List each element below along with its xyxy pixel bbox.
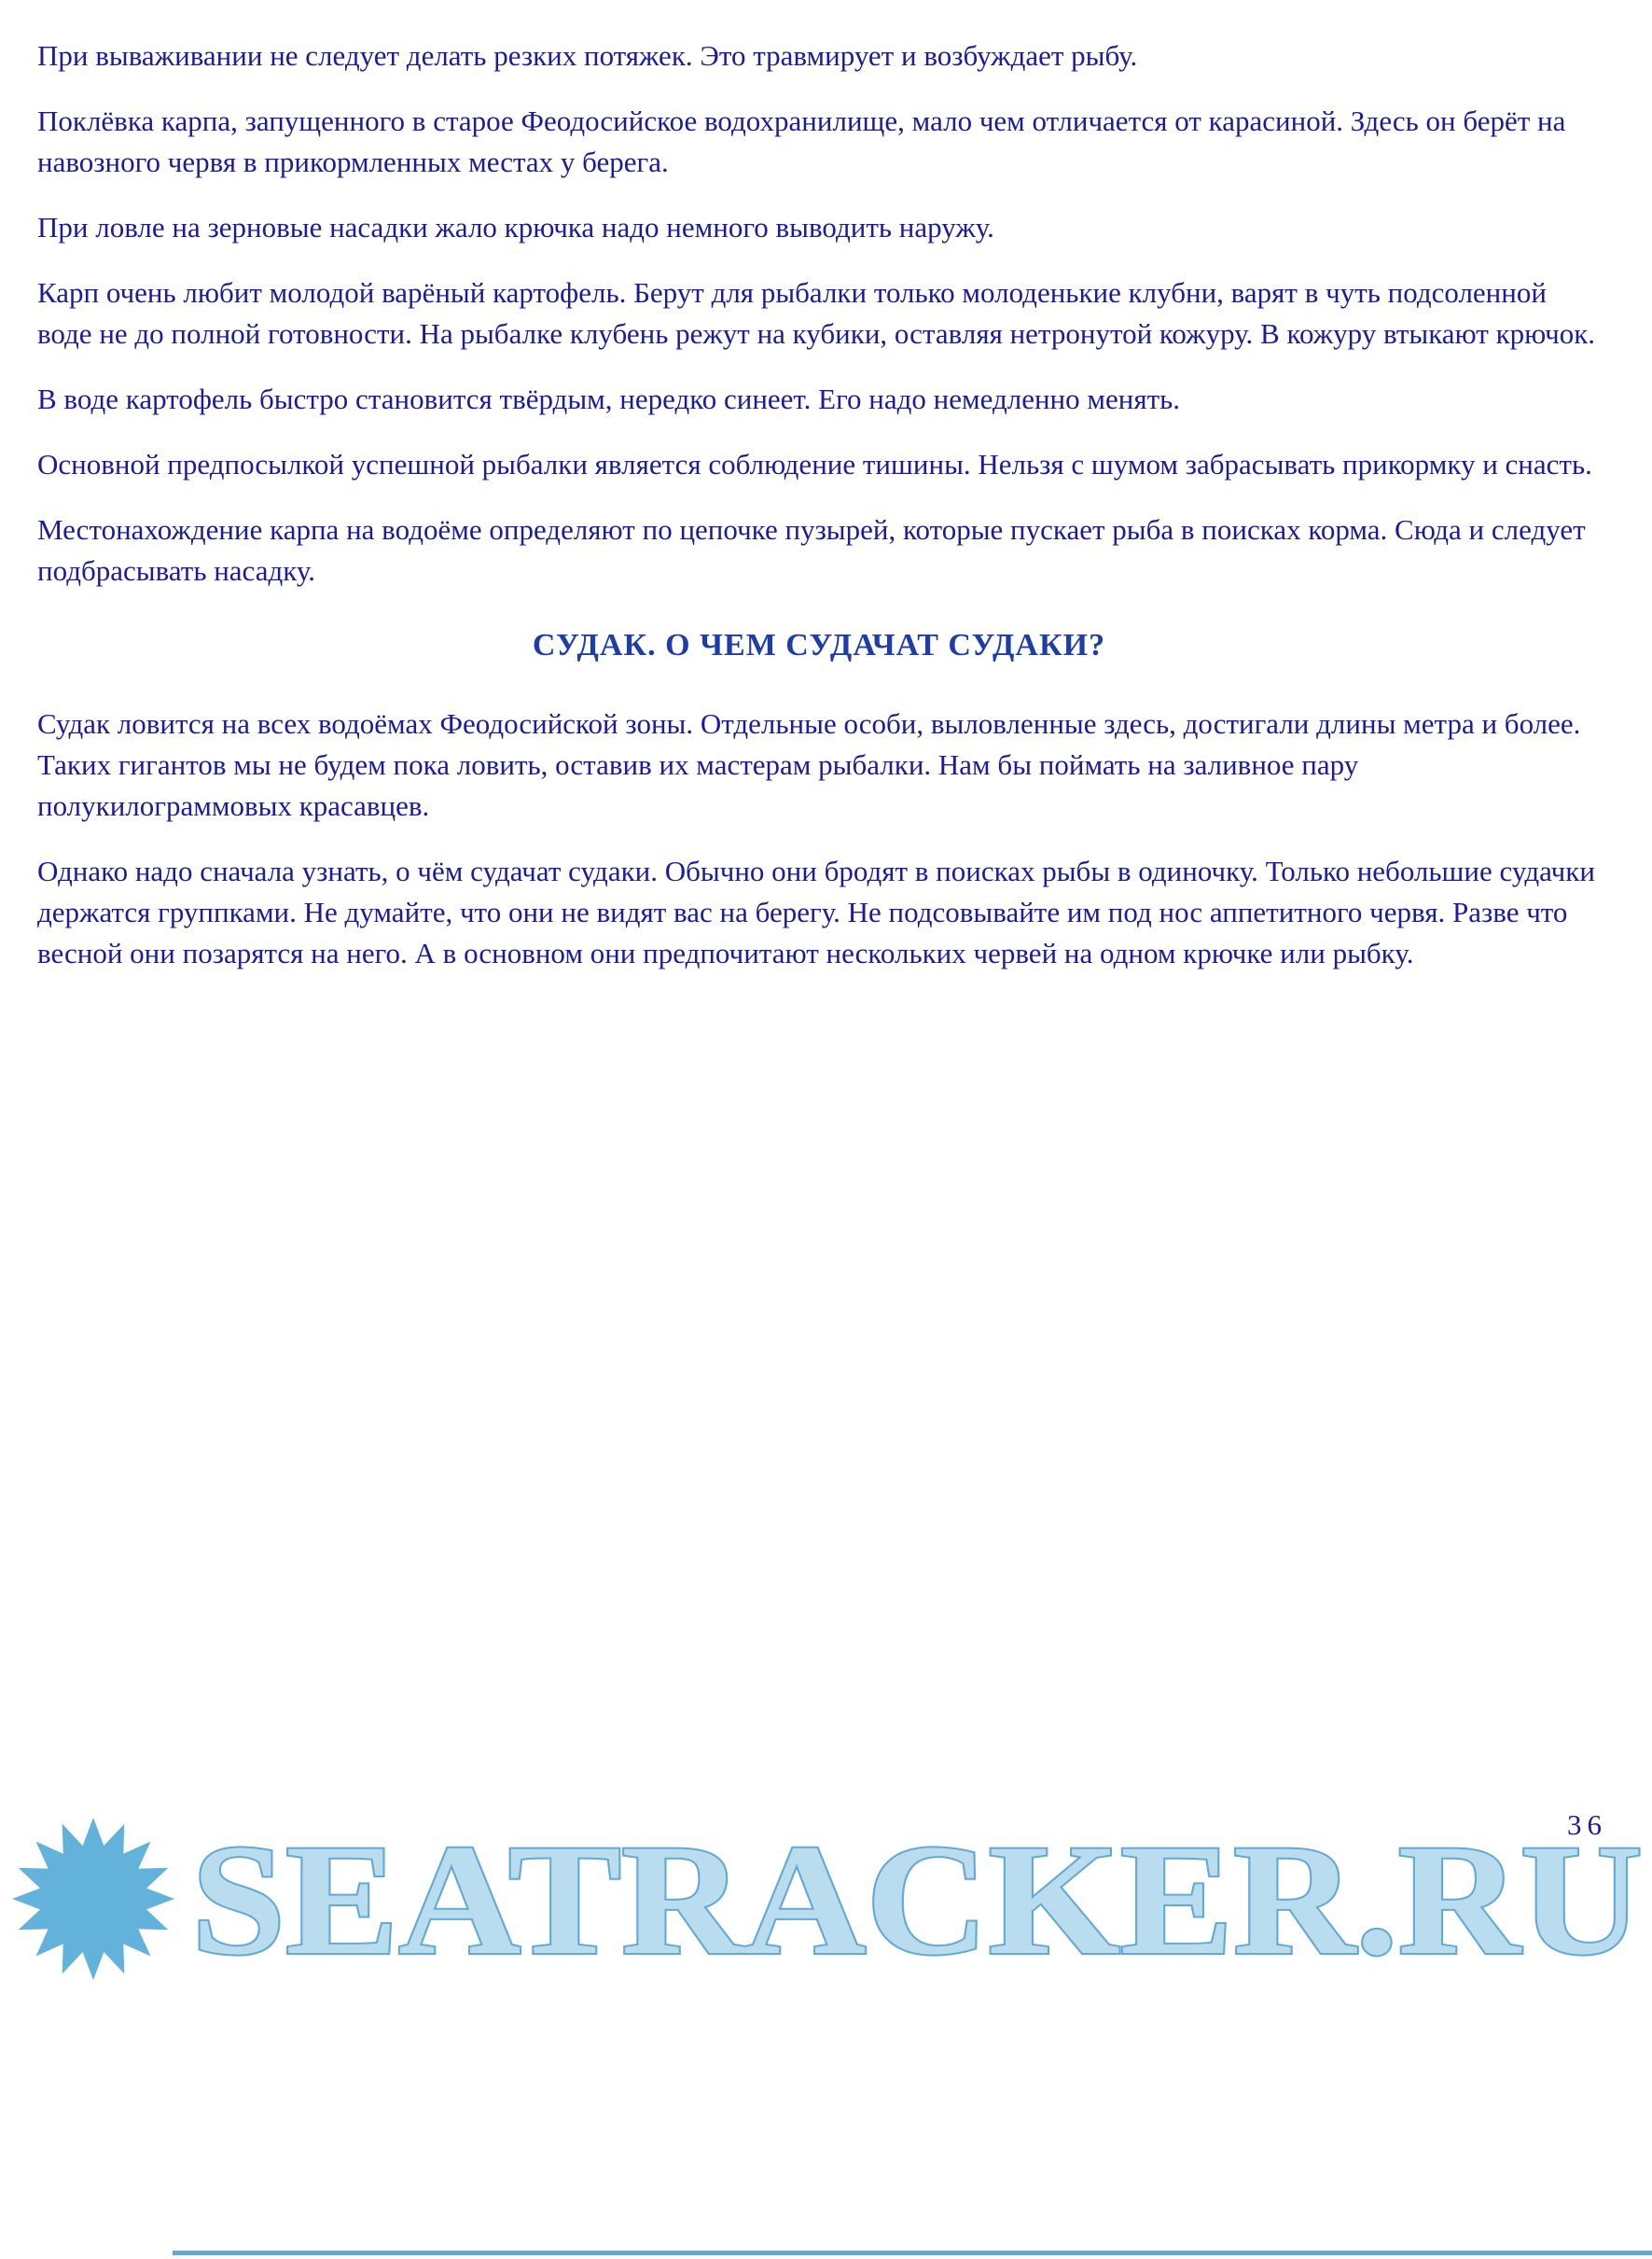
paragraph: При ловле на зерновые насадки жало крючка надо немного выводить наружу. [37,211,994,244]
page-number: 36 [1567,1808,1607,1841]
paragraph: Судак ловится на всех водоёмах Феодосийской зоны. Отдельные особи, выловленные здесь, достигали длины метра и более. Таких гигантов мы не будем пока ловить, оставив их мастерам рыбалки. Нам бы поймать на заливное пару полукилограммовых красавцев. [37,707,1581,822]
paragraph: Поклёвка карпа, запущенного в старое Феодосийское водохранилище, мало чем отличается от карасиной. Здесь он берёт на навозного червя в прикормленных местах у берега. [37,105,1566,178]
watermark-text: SEATRACKER.RU [191,1811,1643,1987]
paragraph: При вываживании не следует делать резких потяжек. Это травмирует и возбуждает рыбу. [37,39,1138,72]
paragraph: Основной предпосылкой успешной рыбалки является соблюдение тишины. Нельзя с шумом забрасывать прикормку и снасть. [37,448,1592,481]
watermark-text-graphic [187,1806,1652,1992]
paragraph: Однако надо сначала узнать, о чём судачат судаки. Обычно они бродят в поисках рыбы в одиночку. Только небольшие судачки держатся группками. Не думайте, что они не видят вас на берегу. Не подсовывайте им под нос аппетитного червя. Разве что весной они позарятся на него. А в основном они предпочитают нескольких червей на одном крючке или рыбку. [37,855,1595,969]
paragraph: Карп очень любит молодой варёный картофель. Берут для рыбалки только молоденькие клубни, варят в чуть подсоленной воде не до полной готовности. На рыбалке клубень режут на кубики, оставляя нетронутой кожуру. В кожуру втыкают крючок. [37,276,1596,350]
sun-icon [0,1801,187,1997]
section-heading: СУДАК. О ЧЕМ СУДАЧАТ СУДАКИ? [532,628,1106,662]
bottom-rule [173,2251,1652,2255]
watermark [0,1796,1652,2001]
page-text-block [37,35,1601,998]
paragraph: Местонахождение карпа на водоёме определяют по цепочке пузырей, которые пускает рыба в поисках корма. Сюда и следует подбрасывать насадку. [37,513,1586,587]
paragraph: В воде картофель быстро становится твёрдым, нередко синеет. Его надо немедленно менять. [37,383,1181,415]
